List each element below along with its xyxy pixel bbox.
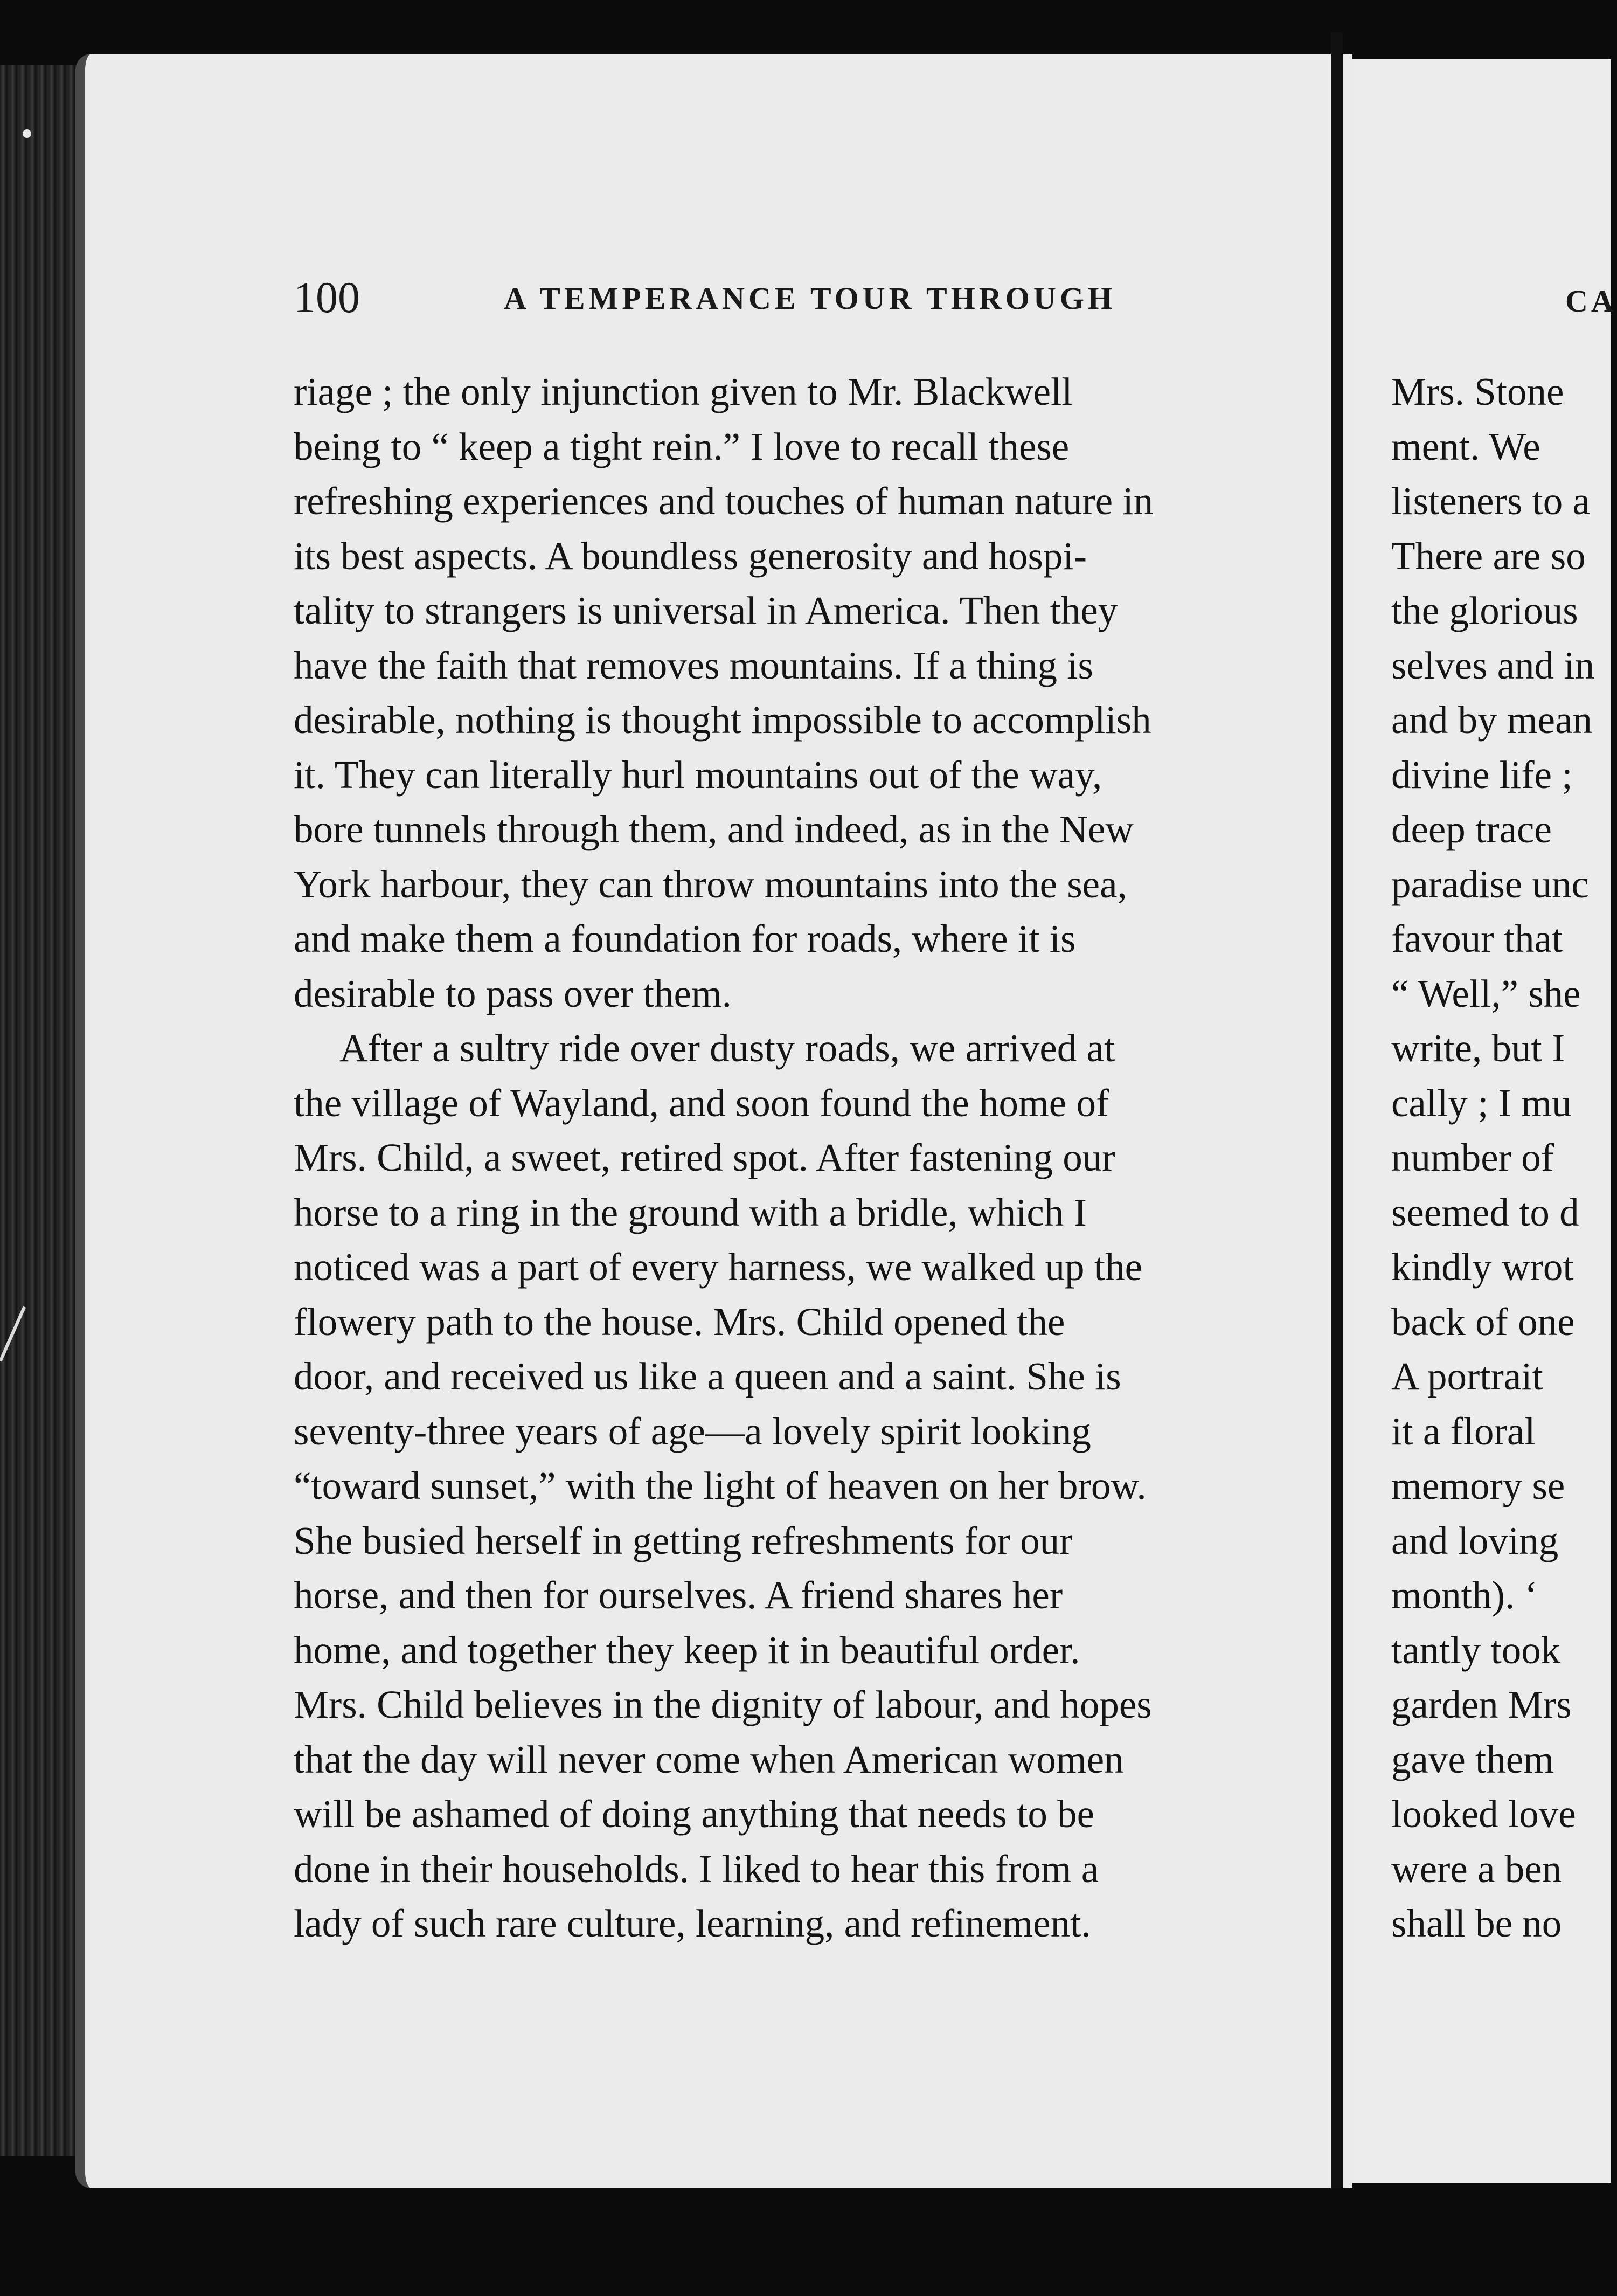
text-line: tality to strangers is universal in America. Then they	[294, 589, 1118, 632]
text-line: selves and in	[1391, 644, 1595, 687]
text-line: that the day will never come when American women	[294, 1738, 1124, 1781]
text-line: Mrs. Child, a sweet, retired spot. After fastening our	[294, 1136, 1115, 1179]
text-line: “toward sunset,” with the light of heaven on her brow.	[294, 1464, 1147, 1507]
text-line: desirable to pass over them.	[294, 972, 732, 1015]
running-head: A TEMPERANCE TOUR THROUGH	[504, 281, 1116, 316]
text-line: “ Well,” she	[1391, 972, 1581, 1015]
book-gutter	[1331, 32, 1343, 2221]
text-line: Mrs. Child believes in the dignity of labour, and hopes	[294, 1683, 1152, 1726]
text-line: gave them	[1391, 1738, 1554, 1781]
text-line: garden Mrs	[1391, 1683, 1572, 1726]
text-line: looked love	[1391, 1792, 1576, 1836]
text-line: She busied herself in getting refreshments for our	[294, 1519, 1073, 1562]
text-line: seemed to d	[1391, 1191, 1579, 1234]
text-line: door, and received us like a queen and a saint. She is	[294, 1354, 1121, 1398]
text-line: were a ben	[1391, 1847, 1562, 1891]
text-line: month). ‘	[1391, 1573, 1538, 1617]
text-line: York harbour, they can throw mountains into the sea,	[294, 862, 1127, 906]
page-number: 100	[294, 273, 360, 322]
text-line: divine life ;	[1391, 753, 1573, 797]
text-line: kindly wrot	[1391, 1245, 1574, 1289]
text-line: and make them a foundation for roads, where it is	[294, 917, 1076, 960]
text-line: refreshing experiences and touches of human nature in	[294, 479, 1154, 523]
right-running-head: CA	[1565, 283, 1617, 319]
text-line: memory se	[1391, 1464, 1565, 1507]
text-line: bore tunnels through them, and indeed, as in the New	[294, 807, 1134, 851]
text-line: done in their households. I liked to hear this from a	[294, 1847, 1099, 1891]
text-line: desirable, nothing is thought impossible to accomplish	[294, 698, 1151, 742]
text-line: write, but I	[1391, 1026, 1565, 1070]
text-line: seventy-three years of age—a lovely spirit looking	[294, 1409, 1091, 1453]
text-line: deep trace	[1391, 807, 1552, 851]
text-line: Mrs. Stone	[1391, 370, 1564, 413]
text-line: being to “ keep a tight rein.” I love to recall these	[294, 425, 1070, 468]
text-line: shall be no	[1391, 1901, 1562, 1945]
text-line: ment. We	[1391, 425, 1540, 468]
text-line: back of one	[1391, 1300, 1575, 1344]
text-line: After a sultry ride over dusty roads, we arrived at	[339, 1026, 1115, 1070]
page-bottom-shadow	[75, 2188, 1611, 2296]
text-line: favour that	[1391, 917, 1563, 960]
text-line: riage ; the only injunction given to Mr. Blackwell	[294, 370, 1073, 413]
text-line: listeners to a	[1391, 479, 1590, 523]
edge-mark	[23, 129, 31, 138]
text-line: noticed was a part of every harness, we walked up the	[294, 1245, 1142, 1289]
text-line: flowery path to the house. Mrs. Child opened the	[294, 1300, 1065, 1344]
text-line: it. They can literally hurl mountains out of the way,	[294, 753, 1102, 797]
text-line: have the faith that removes mountains. If a thing is	[294, 644, 1093, 687]
text-line: will be ashamed of doing anything that needs to be	[294, 1792, 1095, 1836]
text-line: There are so	[1391, 534, 1586, 578]
text-line: and loving	[1391, 1519, 1559, 1562]
text-line: paradise unc	[1391, 862, 1589, 906]
text-line: tantly took	[1391, 1628, 1561, 1672]
text-line: horse to a ring in the ground with a bridle, which I	[294, 1191, 1087, 1234]
text-line: and by mean	[1391, 698, 1592, 742]
text-line: it a floral	[1391, 1409, 1536, 1453]
text-line: A portrait	[1391, 1354, 1543, 1398]
text-line: lady of such rare culture, learning, and refinement.	[294, 1901, 1091, 1945]
text-line: the glorious	[1391, 589, 1578, 632]
text-line: the village of Wayland, and soon found the home of	[294, 1081, 1109, 1125]
text-line: home, and together they keep it in beautiful order.	[294, 1628, 1080, 1672]
text-line: cally ; I mu	[1391, 1081, 1572, 1125]
book-edge	[0, 65, 81, 2156]
text-line: horse, and then for ourselves. A friend shares her	[294, 1573, 1063, 1617]
text-line: its best aspects. A boundless generosity and hospi-	[294, 534, 1087, 578]
text-line: number of	[1391, 1136, 1554, 1179]
